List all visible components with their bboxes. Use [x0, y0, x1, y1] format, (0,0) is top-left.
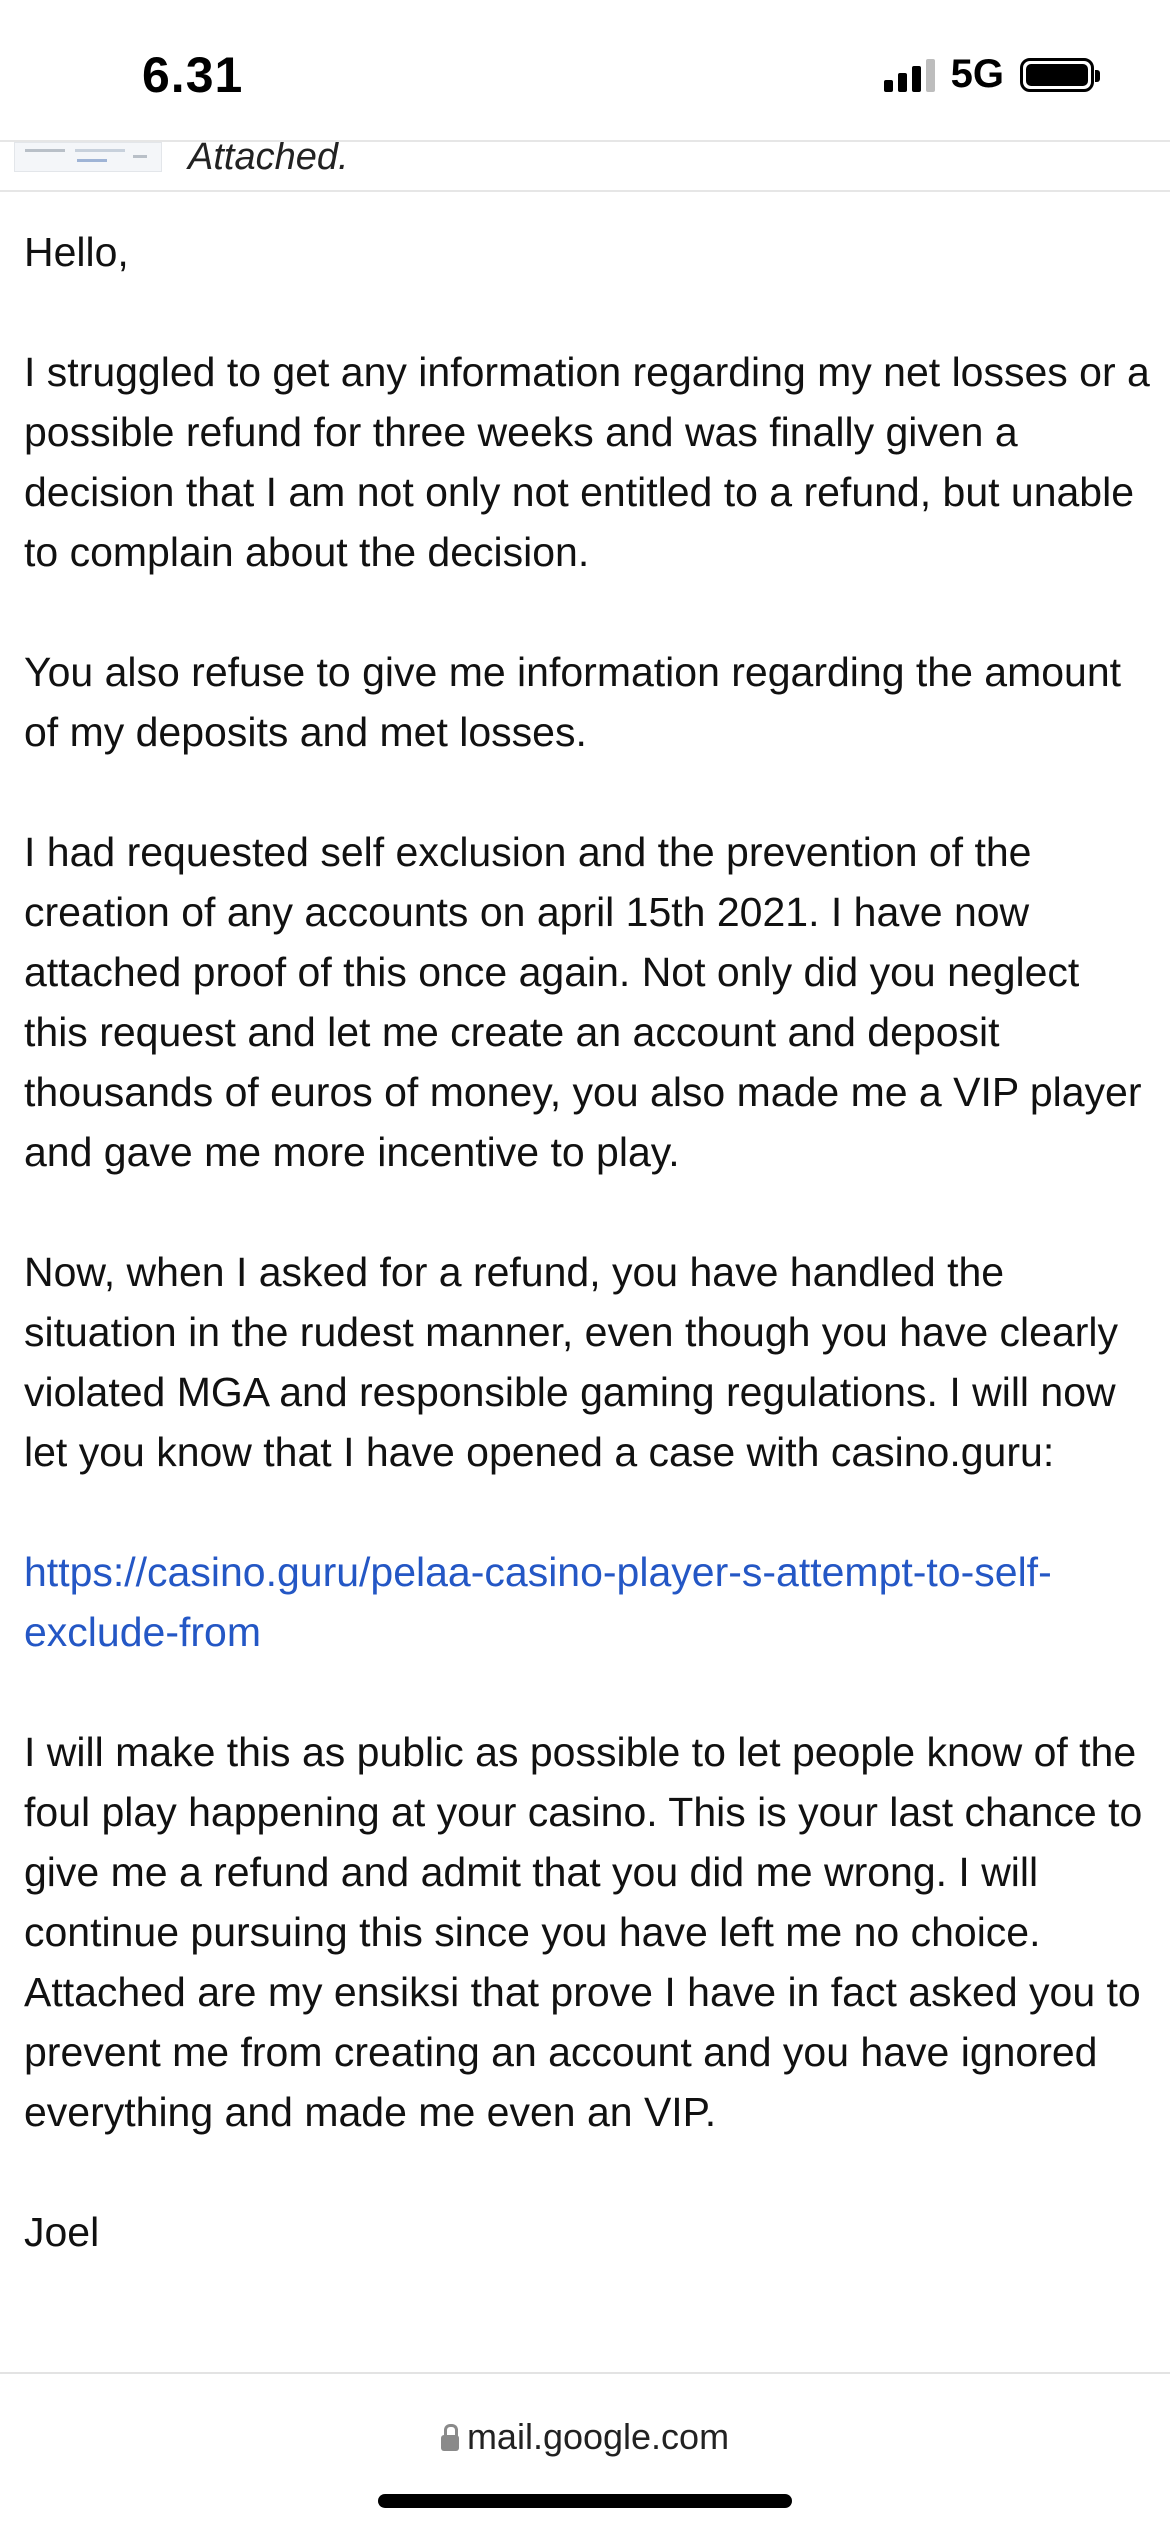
browser-address-bar [0, 2372, 1170, 2532]
url-text: mail.google.com [466, 2416, 730, 2457]
email-greeting: Hello, [24, 229, 129, 275]
email-paragraph: I struggled to get any information regarding my net losses or a possible refund for three weeks and was finally given a decision that I am not only not entitled to a refund, but unable to complain about the decision. [24, 349, 1150, 575]
casino-guru-link[interactable]: https://casino.guru/pelaa-casino-player-s-attempt-to-self-exclude-from [24, 1549, 1052, 1655]
email-paragraph: Now, when I asked for a refund, you have handled the situation in the rudest manner, even though you have clearly violated MGA and responsible gaming regulations. I will now let you know that I have opened a case with casino.guru: [24, 1249, 1119, 1475]
status-bar [0, 0, 1170, 140]
attachment-thumbnail[interactable] [14, 142, 162, 172]
email-paragraph: I will make this as public as possible to let people know of the foul play happening at your casino. This is your last chance to give me a refund and admit that you did me wrong. I will continue pursuing this since you have left me no choice. Attached are my ensiksi that prove I have in fact asked you to prevent me from creating an account and you have ignored everything and made me even an VIP. [24, 1729, 1143, 2135]
url-display[interactable] [0, 2416, 1170, 2458]
email-signature: Joel [24, 2209, 100, 2255]
email-paragraph: I had requested self exclusion and the prevention of the creation of any accounts on april 15th 2021. I have now attached proof of this once again. Not only did you neglect this request and let me create an account and deposit thousands of euros of money, you also made me a VIP player and gave me more incentive to play. [24, 829, 1142, 1175]
network-type-label: 5G [950, 52, 1004, 96]
attachment-caption: Attached. [188, 140, 349, 178]
status-indicators [884, 52, 1094, 97]
email-body [24, 222, 1150, 2322]
home-indicator[interactable] [378, 2494, 792, 2508]
signal-bars-icon [884, 58, 935, 92]
email-link-paragraph [24, 1542, 1150, 1662]
lock-icon [441, 2435, 459, 2451]
status-time: 6.31 [142, 47, 244, 103]
battery-icon [1020, 58, 1094, 92]
attachment-strip [0, 140, 1170, 192]
email-paragraph: You also refuse to give me information regarding the amount of my deposits and met losses. [24, 649, 1122, 755]
